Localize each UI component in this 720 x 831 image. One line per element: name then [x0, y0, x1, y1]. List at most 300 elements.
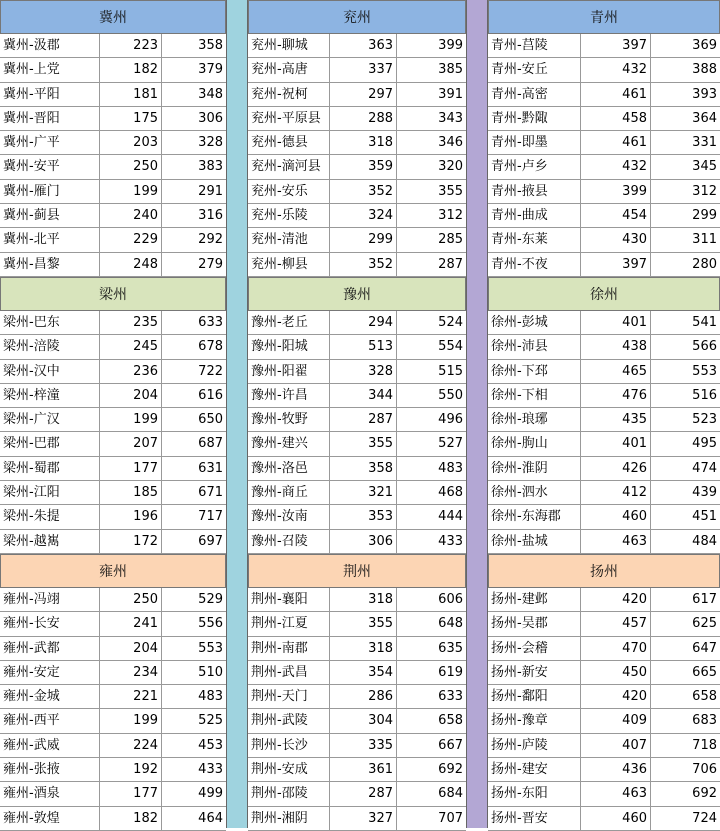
table-row	[488, 311, 720, 335]
value-a-cell[interactable]: 397	[581, 253, 651, 276]
value-b-cell[interactable]: 306	[198, 110, 223, 126]
region-name-cell[interactable]: 雍州-酒泉	[0, 782, 100, 805]
value-b-cell[interactable]: 515	[438, 363, 463, 379]
value-b-cell[interactable]: 499	[198, 786, 223, 802]
region-name-cell[interactable]: 扬州-晋安	[488, 807, 581, 830]
value-b-cell[interactable]: 635	[438, 640, 463, 656]
table-row	[488, 58, 720, 82]
value-b-cell[interactable]: 385	[438, 62, 463, 78]
value-a-cell[interactable]: 207	[100, 432, 162, 455]
region-name-cell[interactable]: 冀州-汲郡	[0, 34, 100, 57]
region-name-cell[interactable]: 兖州-聊城	[248, 34, 330, 57]
region-name-cell[interactable]: 冀州-蓟县	[0, 204, 100, 227]
table-row	[0, 734, 226, 758]
table-row	[0, 612, 226, 636]
value-b-cell[interactable]: 399	[438, 38, 463, 53]
region-name-cell[interactable]: 扬州-新安	[488, 661, 581, 684]
value-b-cell[interactable]: 510	[198, 664, 223, 680]
value-b-cell[interactable]: 631	[198, 460, 223, 476]
value-b-cell[interactable]: 393	[692, 86, 717, 102]
region-name-cell[interactable]: 冀州-晋阳	[0, 107, 100, 130]
region-name-cell[interactable]: 豫州-洛邑	[248, 457, 330, 480]
region-name-cell[interactable]: 青州-即墨	[488, 131, 581, 154]
value-b-cell[interactable]: 346	[438, 135, 463, 151]
value-a-cell[interactable]: 236	[100, 360, 162, 383]
value-a-cell[interactable]: 457	[581, 612, 651, 635]
value-a-cell[interactable]: 318	[330, 131, 397, 154]
value-a-cell[interactable]: 185	[100, 481, 162, 504]
value-a-cell[interactable]: 304	[330, 709, 397, 732]
value-a-cell[interactable]: 470	[581, 637, 651, 660]
table-row	[248, 34, 466, 58]
region-name-cell[interactable]: 雍州-长安	[0, 612, 100, 635]
value-b-cell[interactable]: 364	[692, 110, 717, 126]
region-name-cell[interactable]: 兖州-安乐	[248, 180, 330, 203]
region-name-cell[interactable]: 青州-卢乡	[488, 155, 581, 178]
region-name-cell[interactable]: 青州-不夜	[488, 253, 581, 276]
region-name-cell[interactable]: 扬州-豫章	[488, 709, 581, 732]
region-name-cell[interactable]: 青州-曲成	[488, 204, 581, 227]
value-a-cell[interactable]: 420	[581, 685, 651, 708]
value-a-cell[interactable]: 306	[330, 530, 397, 553]
value-a-cell[interactable]: 461	[581, 131, 651, 154]
value-b-cell[interactable]: 625	[692, 616, 717, 632]
value-a-cell[interactable]: 463	[581, 530, 651, 553]
region-name-cell[interactable]: 梁州-越嶲	[0, 530, 100, 553]
region-name-cell[interactable]: 徐州-朐山	[488, 432, 581, 455]
value-b-cell[interactable]: 684	[438, 786, 463, 802]
region-name-cell[interactable]: 冀州-广平	[0, 131, 100, 154]
table-row	[248, 180, 466, 204]
region-name-cell[interactable]: 梁州-巴东	[0, 311, 100, 334]
value-b-cell[interactable]: 616	[198, 387, 223, 403]
region-name-cell[interactable]: 徐州-下相	[488, 384, 581, 407]
value-b-cell[interactable]: 484	[692, 533, 717, 549]
region-name-cell[interactable]: 荆州-天门	[248, 685, 330, 708]
value-a-cell[interactable]: 297	[330, 83, 397, 106]
value-a-cell[interactable]: 432	[581, 155, 651, 178]
value-a-cell[interactable]: 412	[581, 481, 651, 504]
value-b-cell[interactable]: 280	[692, 256, 717, 272]
region-name-cell[interactable]: 豫州-阳翟	[248, 360, 330, 383]
table-row	[0, 807, 226, 831]
region-name-cell[interactable]: 徐州-彭城	[488, 311, 581, 334]
region-name-cell[interactable]: 雍州-金城	[0, 685, 100, 708]
value-a-cell[interactable]: 352	[330, 180, 397, 203]
value-a-cell[interactable]: 241	[100, 612, 162, 635]
region-name-cell[interactable]: 荆州-武昌	[248, 661, 330, 684]
value-b-cell[interactable]: 331	[692, 135, 717, 151]
value-b-cell[interactable]: 667	[438, 737, 463, 753]
region-name-cell[interactable]: 扬州-吴郡	[488, 612, 581, 635]
region-name-cell[interactable]: 徐州-泗水	[488, 481, 581, 504]
value-b-cell[interactable]: 496	[438, 412, 463, 428]
value-b-cell[interactable]: 358	[198, 38, 223, 53]
region-name-cell[interactable]: 徐州-琅琊	[488, 408, 581, 431]
region-name-cell[interactable]: 冀州-昌黎	[0, 253, 100, 276]
value-a-cell[interactable]: 401	[581, 432, 651, 455]
region-name-cell[interactable]: 冀州-雁门	[0, 180, 100, 203]
value-a-cell[interactable]: 324	[330, 204, 397, 227]
table-row	[248, 807, 466, 831]
value-a-cell[interactable]: 286	[330, 685, 397, 708]
value-b-cell[interactable]: 369	[692, 38, 717, 53]
value-a-cell[interactable]: 327	[330, 807, 397, 830]
value-a-cell[interactable]: 335	[330, 734, 397, 757]
value-a-cell[interactable]: 355	[330, 612, 397, 635]
value-b-cell[interactable]: 658	[438, 713, 463, 729]
value-b-cell[interactable]: 474	[692, 460, 717, 476]
value-b-cell[interactable]: 464	[198, 810, 223, 826]
value-b-cell[interactable]: 553	[692, 363, 717, 379]
table-row	[248, 782, 466, 806]
value-a-cell[interactable]: 409	[581, 709, 651, 732]
table-row	[0, 588, 226, 612]
region-name-cell[interactable]: 梁州-蜀郡	[0, 457, 100, 480]
value-b-cell[interactable]: 312	[438, 208, 463, 224]
value-a-cell[interactable]: 432	[581, 58, 651, 81]
value-a-cell[interactable]: 399	[581, 180, 651, 203]
value-b-cell[interactable]: 444	[438, 509, 463, 525]
value-b-cell[interactable]: 678	[198, 339, 223, 355]
region-name-cell[interactable]: 雍州-安定	[0, 661, 100, 684]
value-b-cell[interactable]: 292	[198, 232, 223, 248]
value-b-cell[interactable]: 383	[198, 159, 223, 175]
value-b-cell[interactable]: 633	[438, 689, 463, 705]
value-a-cell[interactable]: 476	[581, 384, 651, 407]
region-name-cell[interactable]: 荆州-长沙	[248, 734, 330, 757]
value-a-cell[interactable]: 363	[330, 34, 397, 57]
value-a-cell[interactable]: 321	[330, 481, 397, 504]
value-b-cell[interactable]: 379	[198, 62, 223, 78]
value-a-cell[interactable]: 224	[100, 734, 162, 757]
value-a-cell[interactable]: 223	[100, 34, 162, 57]
value-b-cell[interactable]: 718	[692, 737, 717, 753]
region-name-cell[interactable]: 徐州-下邳	[488, 360, 581, 383]
table-row	[0, 432, 226, 456]
value-a-cell[interactable]: 192	[100, 758, 162, 781]
value-b-cell[interactable]: 550	[438, 387, 463, 403]
value-a-cell[interactable]: 177	[100, 782, 162, 805]
value-a-cell[interactable]: 234	[100, 661, 162, 684]
region-name-cell[interactable]: 雍州-冯翊	[0, 588, 100, 611]
region-name-cell[interactable]: 兖州-德县	[248, 131, 330, 154]
value-b-cell[interactable]: 724	[692, 810, 717, 826]
value-a-cell[interactable]: 250	[100, 588, 162, 611]
region-name-cell[interactable]: 冀州-上党	[0, 58, 100, 81]
value-b-cell[interactable]: 453	[198, 737, 223, 753]
region-name-cell[interactable]: 扬州-建安	[488, 758, 581, 781]
value-b-cell[interactable]: 566	[692, 339, 717, 355]
value-b-cell[interactable]: 671	[198, 485, 223, 501]
value-a-cell[interactable]: 460	[581, 505, 651, 528]
value-b-cell[interactable]: 291	[198, 183, 223, 199]
table-row	[488, 709, 720, 733]
value-b-cell[interactable]: 328	[198, 135, 223, 151]
value-a-cell[interactable]: 288	[330, 107, 397, 130]
value-b-cell[interactable]: 692	[438, 762, 463, 778]
value-b-cell[interactable]: 516	[692, 387, 717, 403]
region-name-cell[interactable]: 雍州-张掖	[0, 758, 100, 781]
table-row	[0, 335, 226, 359]
value-a-cell[interactable]: 204	[100, 637, 162, 660]
region-name-cell[interactable]: 荆州-邵陵	[248, 782, 330, 805]
region-name-cell[interactable]: 梁州-涪陵	[0, 335, 100, 358]
value-b-cell[interactable]: 717	[198, 509, 223, 525]
value-a-cell[interactable]: 361	[330, 758, 397, 781]
region-name-cell[interactable]: 豫州-建兴	[248, 432, 330, 455]
value-b-cell[interactable]: 647	[692, 640, 717, 656]
region-name-cell[interactable]: 青州-掖县	[488, 180, 581, 203]
region-name-cell[interactable]: 徐州-东海郡	[488, 505, 581, 528]
value-a-cell[interactable]: 250	[100, 155, 162, 178]
value-a-cell[interactable]: 240	[100, 204, 162, 227]
region-name-cell[interactable]: 兖州-祝柯	[248, 83, 330, 106]
value-b-cell[interactable]: 683	[692, 713, 717, 729]
value-b-cell[interactable]: 650	[198, 412, 223, 428]
region-name-cell[interactable]: 梁州-江阳	[0, 481, 100, 504]
value-b-cell[interactable]: 287	[438, 256, 463, 272]
value-a-cell[interactable]: 337	[330, 58, 397, 81]
value-a-cell[interactable]: 355	[330, 432, 397, 455]
region-name-cell[interactable]: 青州-黔陬	[488, 107, 581, 130]
value-a-cell[interactable]: 203	[100, 131, 162, 154]
value-b-cell[interactable]: 279	[198, 256, 223, 272]
value-b-cell[interactable]: 687	[198, 436, 223, 452]
region-name-cell[interactable]: 雍州-武都	[0, 637, 100, 660]
value-b-cell[interactable]: 320	[438, 159, 463, 175]
table-row	[248, 131, 466, 155]
value-b-cell[interactable]: 433	[198, 762, 223, 778]
region-name-cell[interactable]: 梁州-朱提	[0, 505, 100, 528]
value-b-cell[interactable]: 311	[692, 232, 717, 248]
region-name-cell[interactable]: 青州-安丘	[488, 58, 581, 81]
region-name-cell[interactable]: 豫州-阳城	[248, 335, 330, 358]
region-name-cell[interactable]: 徐州-沛县	[488, 335, 581, 358]
region-name-cell[interactable]: 豫州-许昌	[248, 384, 330, 407]
value-a-cell[interactable]: 221	[100, 685, 162, 708]
region-name-cell[interactable]: 冀州-安平	[0, 155, 100, 178]
value-a-cell[interactable]: 430	[581, 228, 651, 251]
value-a-cell[interactable]: 458	[581, 107, 651, 130]
value-a-cell[interactable]: 229	[100, 228, 162, 251]
table-row	[0, 481, 226, 505]
region-name-cell[interactable]: 梁州-巴郡	[0, 432, 100, 455]
value-a-cell[interactable]: 454	[581, 204, 651, 227]
region-name-cell[interactable]: 豫州-商丘	[248, 481, 330, 504]
region-name-cell[interactable]: 梁州-梓潼	[0, 384, 100, 407]
value-a-cell[interactable]: 199	[100, 180, 162, 203]
value-a-cell[interactable]: 328	[330, 360, 397, 383]
table-row	[0, 384, 226, 408]
region-name-cell[interactable]: 豫州-牧野	[248, 408, 330, 431]
value-b-cell[interactable]: 633	[198, 314, 223, 330]
table-row	[0, 505, 226, 529]
value-a-cell[interactable]: 344	[330, 384, 397, 407]
value-a-cell[interactable]: 420	[581, 588, 651, 611]
value-a-cell[interactable]: 461	[581, 83, 651, 106]
value-b-cell[interactable]: 388	[692, 62, 717, 78]
region-name-cell[interactable]: 兖州-高唐	[248, 58, 330, 81]
region-name-cell[interactable]: 豫州-汝南	[248, 505, 330, 528]
value-a-cell[interactable]: 513	[330, 335, 397, 358]
value-b-cell[interactable]: 343	[438, 110, 463, 126]
region-name-cell[interactable]: 扬州-鄱阳	[488, 685, 581, 708]
value-b-cell[interactable]: 391	[438, 86, 463, 102]
table-row	[0, 180, 226, 204]
value-b-cell[interactable]: 345	[692, 159, 717, 175]
table-row	[0, 253, 226, 277]
value-a-cell[interactable]: 435	[581, 408, 651, 431]
region-name-cell[interactable]: 雍州-武威	[0, 734, 100, 757]
region-name-cell[interactable]: 扬州-建邺	[488, 588, 581, 611]
table-row	[488, 155, 720, 179]
value-b-cell[interactable]: 468	[438, 485, 463, 501]
region-name-cell[interactable]: 雍州-西平	[0, 709, 100, 732]
region-name-cell[interactable]: 青州-东莱	[488, 228, 581, 251]
value-a-cell[interactable]: 248	[100, 253, 162, 276]
table-row	[0, 661, 226, 685]
region-name-cell[interactable]: 荆州-安成	[248, 758, 330, 781]
value-b-cell[interactable]: 355	[438, 183, 463, 199]
value-a-cell[interactable]: 352	[330, 253, 397, 276]
value-a-cell[interactable]: 358	[330, 457, 397, 480]
value-a-cell[interactable]: 172	[100, 530, 162, 553]
region-name-cell[interactable]: 青州-高密	[488, 83, 581, 106]
table-row	[248, 637, 466, 661]
table-row	[0, 228, 226, 252]
region-name-cell[interactable]: 雍州-敦煌	[0, 807, 100, 830]
value-a-cell[interactable]: 460	[581, 807, 651, 830]
region-name-cell[interactable]: 兖州-柳县	[248, 253, 330, 276]
value-a-cell[interactable]: 397	[581, 34, 651, 57]
value-b-cell[interactable]: 692	[692, 786, 717, 802]
region-name-cell[interactable]: 梁州-汉中	[0, 360, 100, 383]
value-b-cell[interactable]: 527	[438, 436, 463, 452]
region-name-cell[interactable]: 荆州-襄阳	[248, 588, 330, 611]
table-row	[488, 34, 720, 58]
region-name-cell[interactable]: 兖州-乐陵	[248, 204, 330, 227]
value-b-cell[interactable]: 529	[198, 591, 223, 607]
region-name-cell[interactable]: 荆州-南郡	[248, 637, 330, 660]
value-a-cell[interactable]: 354	[330, 661, 397, 684]
value-b-cell[interactable]: 524	[438, 314, 463, 330]
value-b-cell[interactable]: 648	[438, 616, 463, 632]
value-a-cell[interactable]: 245	[100, 335, 162, 358]
value-a-cell[interactable]: 175	[100, 107, 162, 130]
region-name-cell[interactable]: 扬州-会稽	[488, 637, 581, 660]
value-b-cell[interactable]: 554	[438, 339, 463, 355]
value-a-cell[interactable]: 463	[581, 782, 651, 805]
value-b-cell[interactable]: 312	[692, 183, 717, 199]
value-b-cell[interactable]: 658	[692, 689, 717, 705]
region-name-cell[interactable]: 徐州-淮阴	[488, 457, 581, 480]
region-name-cell[interactable]: 扬州-庐陵	[488, 734, 581, 757]
value-a-cell[interactable]: 235	[100, 311, 162, 334]
value-b-cell[interactable]: 433	[438, 533, 463, 549]
table-row	[488, 384, 720, 408]
value-a-cell[interactable]: 407	[581, 734, 651, 757]
value-a-cell[interactable]: 287	[330, 782, 397, 805]
region-name-cell[interactable]: 扬州-东阳	[488, 782, 581, 805]
value-b-cell[interactable]: 316	[198, 208, 223, 224]
value-b-cell[interactable]: 439	[692, 485, 717, 501]
region-name-cell[interactable]: 荆州-武陵	[248, 709, 330, 732]
value-b-cell[interactable]: 525	[198, 713, 223, 729]
value-b-cell[interactable]: 348	[198, 86, 223, 102]
value-a-cell[interactable]: 196	[100, 505, 162, 528]
value-b-cell[interactable]: 451	[692, 509, 717, 525]
value-b-cell[interactable]: 299	[692, 208, 717, 224]
region-name-cell[interactable]: 梁州-广汉	[0, 408, 100, 431]
value-a-cell[interactable]: 359	[330, 155, 397, 178]
value-a-cell[interactable]: 204	[100, 384, 162, 407]
value-a-cell[interactable]: 426	[581, 457, 651, 480]
value-b-cell[interactable]: 697	[198, 533, 223, 549]
value-a-cell[interactable]: 299	[330, 228, 397, 251]
value-b-cell[interactable]: 707	[438, 810, 463, 826]
value-b-cell[interactable]: 495	[692, 436, 717, 452]
value-b-cell[interactable]: 553	[198, 640, 223, 656]
value-b-cell[interactable]: 617	[692, 591, 717, 607]
section-header: 荆州	[248, 554, 466, 588]
value-a-cell[interactable]: 318	[330, 637, 397, 660]
region-name-cell[interactable]: 冀州-平阳	[0, 83, 100, 106]
value-b-cell[interactable]: 541	[692, 314, 717, 330]
value-a-cell[interactable]: 450	[581, 661, 651, 684]
value-b-cell[interactable]: 523	[692, 412, 717, 428]
region-name-cell[interactable]: 冀州-北平	[0, 228, 100, 251]
value-a-cell[interactable]: 353	[330, 505, 397, 528]
region-name-cell[interactable]: 荆州-江夏	[248, 612, 330, 635]
region-name-cell[interactable]: 青州-莒陵	[488, 34, 581, 57]
region-name-cell[interactable]: 荆州-湘阴	[248, 807, 330, 830]
value-a-cell[interactable]: 182	[100, 807, 162, 830]
table-row	[0, 58, 226, 82]
column-divider-purple	[466, 0, 488, 828]
region-name-cell[interactable]: 徐州-盐城	[488, 530, 581, 553]
table-row	[0, 311, 226, 335]
value-a-cell[interactable]: 438	[581, 335, 651, 358]
value-a-cell[interactable]: 318	[330, 588, 397, 611]
value-b-cell[interactable]: 483	[438, 460, 463, 476]
value-a-cell[interactable]: 199	[100, 709, 162, 732]
value-a-cell[interactable]: 294	[330, 311, 397, 334]
region-name-cell[interactable]: 兖州-清池	[248, 228, 330, 251]
value-a-cell[interactable]: 181	[100, 83, 162, 106]
value-b-cell[interactable]: 556	[198, 616, 223, 632]
region-name-cell[interactable]: 豫州-召陵	[248, 530, 330, 553]
value-b-cell[interactable]: 483	[198, 689, 223, 705]
value-a-cell[interactable]: 465	[581, 360, 651, 383]
region-name-cell[interactable]: 豫州-老丘	[248, 311, 330, 334]
region-name-cell[interactable]: 兖州-平原县	[248, 107, 330, 130]
value-a-cell[interactable]: 401	[581, 311, 651, 334]
value-b-cell[interactable]: 285	[438, 232, 463, 248]
value-b-cell[interactable]: 665	[692, 664, 717, 680]
value-a-cell[interactable]: 177	[100, 457, 162, 480]
value-b-cell[interactable]: 606	[438, 591, 463, 607]
region-name-cell[interactable]: 兖州-滴河县	[248, 155, 330, 178]
table-row	[488, 734, 720, 758]
value-b-cell[interactable]: 706	[692, 762, 717, 778]
value-a-cell[interactable]: 287	[330, 408, 397, 431]
value-a-cell[interactable]: 182	[100, 58, 162, 81]
value-b-cell[interactable]: 619	[438, 664, 463, 680]
value-a-cell[interactable]: 436	[581, 758, 651, 781]
value-a-cell[interactable]: 199	[100, 408, 162, 431]
value-b-cell[interactable]: 722	[198, 363, 223, 379]
